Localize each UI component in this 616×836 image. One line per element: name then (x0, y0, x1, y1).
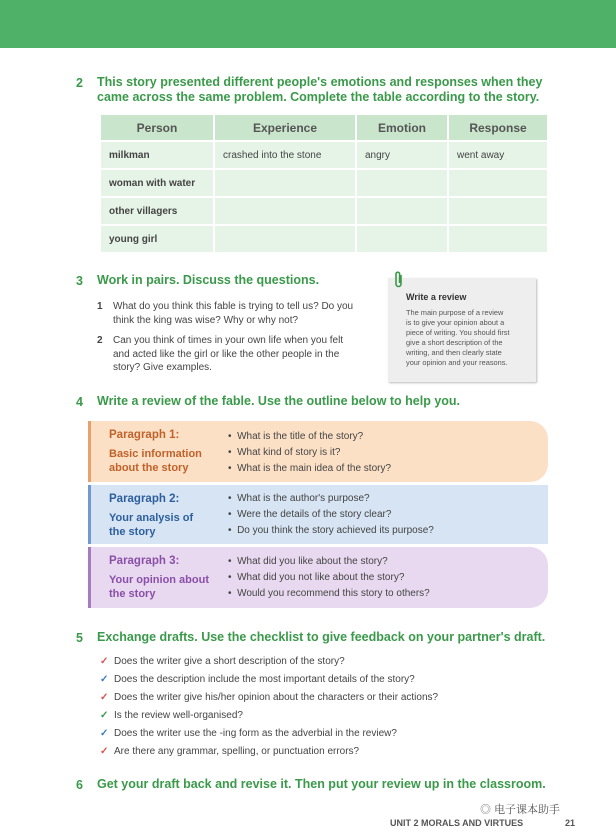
checklist-item: ✓ Are there any grammar, spelling, or punctuation errors? (100, 746, 360, 757)
watermark: ◎ 电子课本助手 (480, 804, 561, 816)
question-3-text: Work in pairs. Discuss the questions. (97, 273, 320, 287)
cell-response[interactable] (449, 226, 547, 252)
question-3-number: 3 (76, 274, 83, 288)
cell-emotion[interactable] (357, 226, 447, 252)
cell-experience: crashed into the stone (215, 142, 355, 168)
cell-response[interactable] (449, 198, 547, 224)
paragraph-subtitle: Your analysis of the story (109, 512, 194, 538)
item-line: Can you think of times in your own life when you felt (113, 335, 344, 346)
wechat-icon: ◎ (480, 804, 491, 816)
paragraph-label (88, 485, 217, 544)
tip-line: give a short description of the (406, 338, 503, 347)
bullet-item: • What kind of story is it? (228, 447, 341, 458)
checklist-item: ✓ Is the review well-organised? (100, 710, 243, 721)
paragraph-subtitle: Basic information about the story (109, 448, 202, 474)
bullet-item: • What is the title of the story? (228, 431, 364, 442)
question-5-number: 5 (76, 631, 83, 645)
question-4-text: Write a review of the fable. Use the outline below to help you. (97, 394, 461, 408)
bullet-item: • Would you recommend this story to others? (228, 588, 430, 599)
tip-title: Write a review (406, 292, 467, 302)
cell-response: went away (449, 142, 547, 168)
header-bar (0, 0, 616, 48)
tip-body (406, 308, 532, 368)
cell-person: other villagers (101, 198, 213, 224)
question-2-text: This story presented different people's emotions and responses when they came across the same problem. Complete the table according to the story. (97, 75, 543, 104)
table-header-row (101, 115, 547, 140)
table-row (101, 142, 547, 168)
paragraph-title: Paragraph 2: (109, 493, 180, 505)
page-number: 21 (565, 818, 576, 828)
outline-paragraph-2 (88, 485, 548, 544)
item-line: and acted like the girl or like the other people in the (113, 348, 340, 360)
question-5-text: Exchange drafts. Use the checklist to give feedback on your partner's draft. (97, 630, 546, 644)
tip-note (388, 278, 536, 382)
question-6-number: 6 (76, 778, 83, 792)
footer-unit: UNIT 2 MORALS AND VIRTUES (390, 818, 524, 828)
discussion-question-2 (97, 334, 343, 375)
check-icon: ✓ (100, 656, 109, 667)
checklist-item: ✓ Does the writer use the -ing form as the adverbial in the review? (100, 728, 397, 739)
item-number: 2 (97, 335, 103, 346)
header-experience: Experience (215, 115, 355, 140)
tip-line: writing, and then clearly state (406, 348, 502, 357)
outline-paragraph-1 (88, 421, 548, 482)
tip-line: is to give your opinion about a (406, 318, 505, 327)
question-4-number: 4 (76, 395, 83, 409)
header-person: Person (101, 115, 213, 140)
cell-experience[interactable] (215, 226, 355, 252)
cell-person: milkman (101, 142, 213, 168)
bullet-item: • What did you like about the story? (228, 556, 388, 567)
bullet-item: • Were the details of the story clear? (228, 509, 392, 520)
item-line: think the king was wise? Why or why not? (113, 314, 299, 326)
cell-experience[interactable] (215, 198, 355, 224)
paragraph-label (88, 547, 217, 608)
tip-line: your opinion and your reasons. (406, 358, 508, 367)
table-row (101, 226, 547, 252)
item-number: 1 (97, 301, 103, 312)
item-line: What do you think this fable is trying to tell us? Do you (113, 301, 354, 312)
question-2-number: 2 (76, 76, 83, 90)
cell-person: young girl (101, 226, 213, 252)
question-6-text: Get your draft back and revise it. Then put your review up in the classroom. (97, 777, 546, 791)
paragraph-bullets (216, 485, 548, 544)
check-icon: ✓ (100, 674, 109, 685)
paragraph-title: Paragraph 1: (109, 429, 180, 441)
header-response: Response (449, 115, 547, 140)
discussion-question-1 (97, 300, 353, 327)
paragraph-label (88, 421, 217, 482)
table-row (101, 170, 547, 196)
table-row (101, 198, 547, 224)
header-emotion: Emotion (357, 115, 447, 140)
paperclip-icon (393, 271, 405, 292)
check-icon: ✓ (100, 692, 109, 703)
tip-line: The main purpose of a review (406, 308, 504, 317)
paragraph-bullets (216, 421, 548, 482)
bullet-item: • What is the author's purpose? (228, 493, 370, 504)
check-icon: ✓ (100, 728, 109, 739)
cell-experience[interactable] (215, 170, 355, 196)
cell-response[interactable] (449, 170, 547, 196)
tip-line: piece of writing. You should first (406, 328, 510, 337)
check-icon: ✓ (100, 710, 109, 721)
bullet-item: • Do you think the story achieved its purpose? (228, 525, 434, 536)
emotion-table (99, 113, 549, 254)
paragraph-subtitle: Your opinion about the story (109, 574, 209, 600)
cell-emotion[interactable] (357, 170, 447, 196)
bullet-item: • What is the main idea of the story? (228, 463, 392, 474)
cell-emotion[interactable] (357, 198, 447, 224)
paragraph-bullets (216, 547, 548, 608)
outline-paragraph-3 (88, 547, 548, 608)
check-icon: ✓ (100, 746, 109, 757)
checklist-item: ✓ Does the writer give his/her opinion about the characters or their actions? (100, 692, 439, 703)
checklist-item: ✓ Does the writer give a short description of the story? (100, 656, 345, 667)
paragraph-title: Paragraph 3: (109, 555, 180, 567)
bullet-item: • What did you not like about the story? (228, 572, 405, 583)
item-line: story? Give examples. (113, 362, 212, 373)
cell-emotion: angry (357, 142, 447, 168)
cell-person: woman with water (101, 170, 213, 196)
checklist-item: ✓ Does the description include the most important details of the story? (100, 674, 415, 685)
